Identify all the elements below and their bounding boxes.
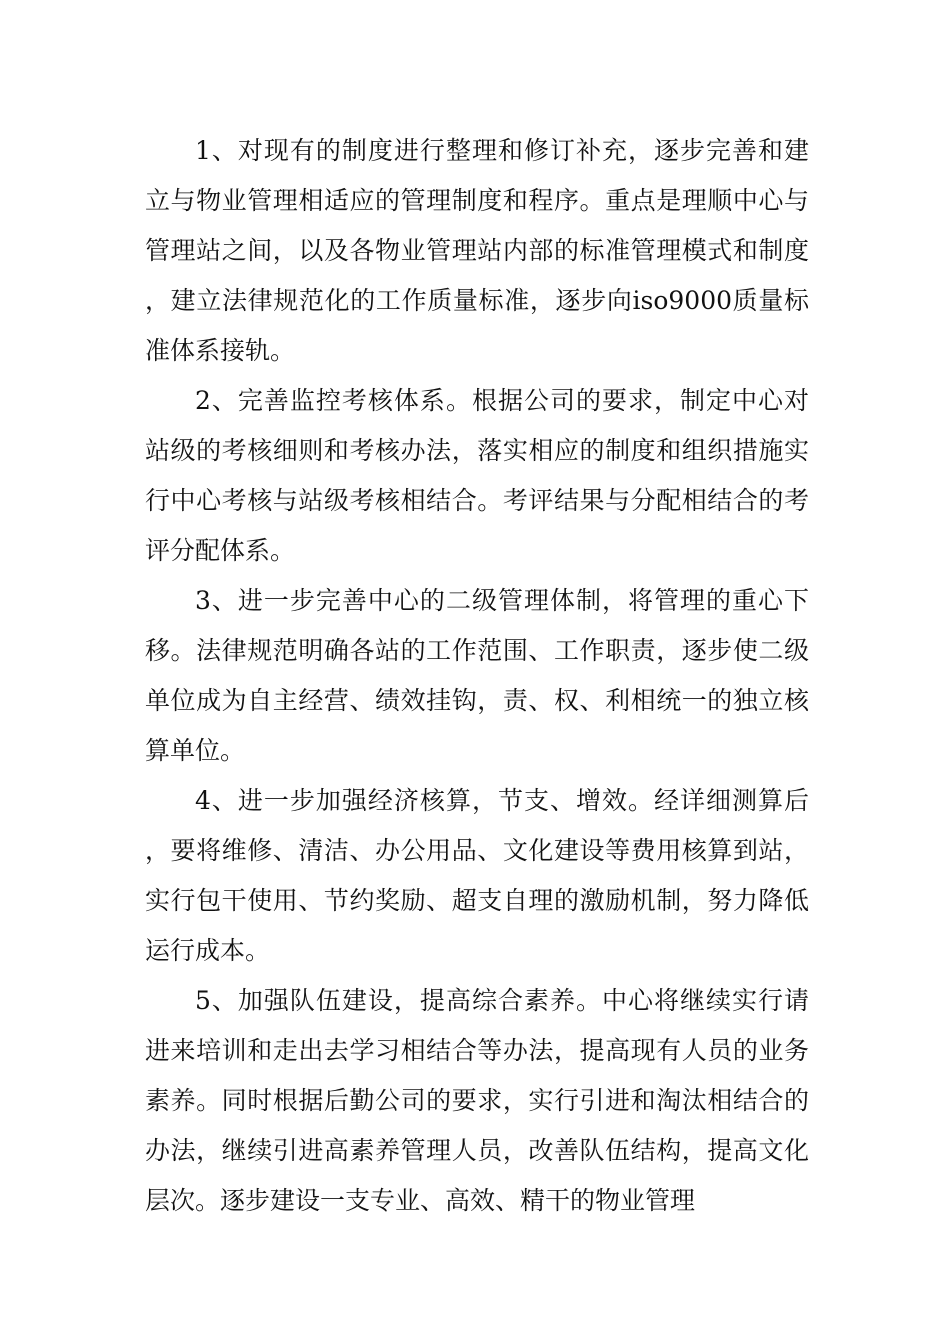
paragraph-5: 5、加强队伍建设，提高综合素养。中心将继续实行请进来培训和走出去学习相结合等办法，提高现有人员的业务素养。同时根据后勤公司的要求，实行引进和淘汰相结合的办法，继续引进高素养管理人员，改善队伍结构，提高文化层次。逐步建设一支专业、高效、精干的物业管理 (145, 986, 809, 1215)
paragraph-3: 3、进一步完善中心的二级管理体制，将管理的重心下移。法律规范明确各站的工作范围、工作职责，逐步使二级单位成为自主经营、绩效挂钩，责、权、利相统一的独立核算单位。 (145, 586, 809, 765)
paragraph-1: 1、对现有的制度进行整理和修订补充，逐步完善和建立与物业管理相适应的管理制度和程序。重点是理顺中心与管理站之间，以及各物业管理站内部的标准管理模式和制度，建立法律规范化的工作质量标准，逐步向iso9000质量标准体系接轨。 (145, 136, 809, 365)
paragraph-4: 4、进一步加强经济核算，节支、增效。经详细测算后，要将维修、清洁、办公用品、文化建设等费用核算到站，实行包干使用、节约奖励、超支自理的激励机制，努力降低运行成本。 (145, 786, 809, 965)
paragraph-2: 2、完善监控考核体系。根据公司的要求，制定中心对站级的考核细则和考核办法，落实相应的制度和组织措施实行中心考核与站级考核相结合。考评结果与分配相结合的考评分配体系。 (145, 386, 809, 565)
document-body (145, 126, 809, 1226)
